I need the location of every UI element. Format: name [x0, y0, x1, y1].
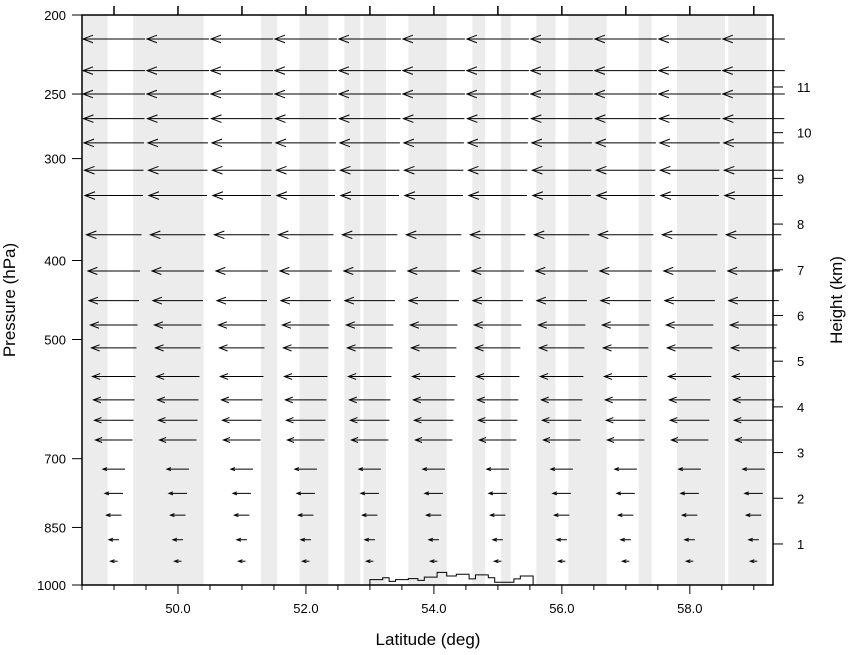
shaded-band — [261, 15, 277, 585]
y-axis-right-label: Height (km) — [827, 256, 846, 344]
y-right-tick-label: 9 — [797, 171, 805, 187]
x-tick-label: 52.0 — [293, 601, 319, 616]
wind-vector — [93, 397, 134, 403]
wind-vector — [478, 418, 517, 423]
y-left-tick-label: 200 — [44, 8, 66, 23]
wind-vector — [105, 492, 123, 495]
y-right-tick-label: 7 — [797, 262, 805, 278]
y-left-tick-label: 1000 — [37, 578, 66, 593]
wind-vector — [557, 538, 567, 541]
y-right-tick-label: 4 — [797, 399, 805, 415]
wind-vector — [231, 468, 253, 471]
wind-vector — [554, 514, 569, 517]
wind-vector — [216, 267, 268, 274]
x-tick-label: 58.0 — [677, 601, 703, 616]
wind-vector — [218, 322, 265, 328]
wind-vector — [103, 468, 125, 471]
wind-vector — [95, 437, 132, 442]
y-left-tick-label: 700 — [44, 451, 66, 467]
y-right-tick-label: 2 — [797, 491, 805, 507]
y-right-tick-label: 1 — [797, 536, 805, 552]
wind-vector — [89, 297, 139, 304]
wind-vector — [479, 437, 516, 442]
wind-vector — [474, 322, 521, 328]
wind-vector — [222, 418, 261, 423]
wind-vector — [615, 468, 637, 471]
wind-vector — [217, 297, 267, 304]
y-left-tick-label: 400 — [44, 253, 66, 269]
wind-vector — [558, 560, 565, 563]
wind-vector — [219, 345, 264, 351]
wind-vector — [94, 418, 133, 423]
y-left-tick-label: 300 — [44, 151, 66, 167]
y-right-tick-label: 5 — [797, 354, 805, 370]
wind-vector — [237, 538, 247, 541]
wind-vector — [475, 345, 520, 351]
wind-vector — [220, 374, 263, 380]
shaded-band — [639, 15, 652, 585]
shaded-band — [568, 15, 606, 585]
wind-vector — [617, 492, 635, 495]
x-tick-label: 50.0 — [165, 601, 191, 616]
wind-vector — [109, 538, 119, 541]
y-left-tick-label: 500 — [44, 332, 66, 348]
wind-vector — [106, 514, 121, 517]
x-tick-label: 56.0 — [549, 601, 575, 616]
wind-vector — [234, 514, 249, 517]
shaded-band — [300, 15, 329, 585]
wind-vector — [622, 560, 629, 563]
wind-vector — [476, 374, 519, 380]
shading-layer — [82, 15, 767, 585]
y-right-tick-label: 8 — [797, 217, 805, 233]
y-left-tick-label: 850 — [44, 520, 66, 536]
wind-vector — [477, 397, 518, 403]
wind-vector — [88, 267, 140, 274]
wind-vector — [618, 514, 633, 517]
x-axis-label: Latitude (deg) — [375, 630, 481, 649]
x-tick-label: 54.0 — [421, 601, 447, 616]
wind-vector — [238, 560, 245, 563]
y-right-tick-label: 3 — [797, 445, 805, 461]
y-left-tick-label: 250 — [44, 87, 66, 103]
wind-vector — [92, 374, 135, 380]
shaded-band — [728, 15, 766, 585]
shaded-band — [501, 15, 511, 585]
y-right-tick-label: 10 — [797, 125, 812, 141]
wind-vector — [110, 560, 117, 563]
shaded-band — [364, 15, 386, 585]
shaded-band — [677, 15, 725, 585]
wind-vector — [223, 437, 260, 442]
shaded-band — [133, 15, 203, 585]
y-right-tick-label: 11 — [797, 79, 811, 95]
wind-vector — [221, 397, 262, 403]
wind-vector — [494, 560, 501, 563]
wind-vector — [470, 231, 525, 239]
wind-vector — [553, 492, 571, 495]
y-right-tick-label: 6 — [797, 308, 805, 324]
wind-vector — [90, 322, 137, 328]
wind-vector — [472, 267, 524, 274]
wind-vector — [473, 297, 523, 304]
wind-vector — [233, 492, 251, 495]
wind-vector — [91, 345, 136, 351]
shaded-band — [82, 15, 108, 585]
y-axis-left-label: Pressure (hPa) — [0, 242, 19, 358]
wind-vector — [621, 538, 631, 541]
shaded-band — [408, 15, 446, 585]
